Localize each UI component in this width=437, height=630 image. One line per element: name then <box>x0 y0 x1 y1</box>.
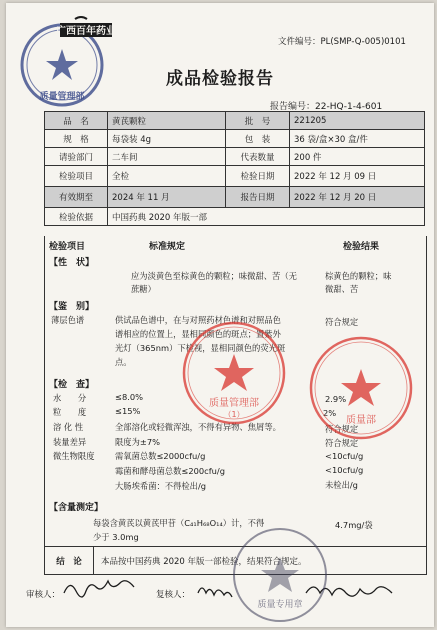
test-date-value: 2022 年 12 月 09 日 <box>290 166 425 187</box>
quality-special-stamp <box>228 523 332 623</box>
inspector-label: 审核人： <box>26 590 61 600</box>
item-label: 检验项目 <box>45 166 108 187</box>
dept-label: 请验部门 <box>45 148 108 166</box>
tlc-standard-line3: 光灯（365nm）下检视，显相同颜色的荧光斑 <box>115 343 286 353</box>
fill-item: 装量差异 <box>53 437 87 447</box>
micro-result-line2: <10cfu/g <box>325 465 364 475</box>
solubility-standard: 全部溶化或轻微浑浊，不得有异物、焦屑等。 <box>115 422 281 432</box>
quality-dept-stamp <box>179 318 289 428</box>
test-date-label: 检验日期 <box>226 166 290 187</box>
appearance-result-line2: 微甜、苦 <box>325 284 359 294</box>
special-stamp-bottom-text: 质量专用章 <box>257 600 303 610</box>
report-date-value: 2022 年 12 月 20 日 <box>290 187 425 208</box>
company-logo-seal <box>12 13 122 113</box>
micro-result-line1: <10cfu/g <box>325 451 364 461</box>
moisture-result: 2.9% <box>325 394 347 404</box>
report-sheet <box>6 3 434 627</box>
basis-label: 检验依据 <box>45 208 108 226</box>
item-value: 全检 <box>108 166 226 187</box>
quality-stamp-number: （1） <box>223 410 245 419</box>
logo-brand-text: 广西百年药业 <box>56 26 116 37</box>
section-assay: 【含量测定】 <box>49 503 104 513</box>
report-number: 报告编号：22-HQ-1-4-601 <box>270 102 383 112</box>
report-date-label: 报告日期 <box>226 187 290 208</box>
tlc-standard-line4: 点。 <box>115 357 132 367</box>
assay-standard-line2: 少于 3.0mg <box>93 532 139 542</box>
micro-item: 微生物限度 <box>53 451 95 461</box>
granularity-item: 粒 度 <box>53 407 87 417</box>
expiry-value: 2024 年 11 月 <box>108 187 226 208</box>
inspector-signature <box>62 577 142 601</box>
tlc-standard-line2: 谱相应的位置上，显相同颜色的斑点；置紫外 <box>115 329 281 339</box>
micro-standard-line3: 大肠埃希菌：不得检出/g <box>115 481 207 491</box>
page-title: 成品检验报告 <box>166 69 274 89</box>
appearance-standard-line1: 应为淡黄色至棕黄色的颗粒；味微甜、苦（无 <box>131 271 297 281</box>
appearance-result-line1: 棕黄色的颗粒；味 <box>325 271 392 281</box>
micro-standard-line2: 霉菌和酵母菌总数≤200cfu/g <box>115 466 225 476</box>
section-identification: 【鉴 别】 <box>49 302 95 312</box>
section-check: 【检 查】 <box>49 380 95 390</box>
assay-standard-line1: 每袋含黄芪以黄芪甲苷（C₄₁H₆₈O₁₄）计，不得 <box>93 518 265 528</box>
solubility-result: 符合规定 <box>325 424 359 434</box>
package-value: 36 袋/盒×30 盒/件 <box>290 130 425 148</box>
tlc-standard-line1: 供试品色谱中，在与对照药材色谱和对照品色 <box>115 315 281 325</box>
spec-value: 每袋装 4g <box>108 130 226 148</box>
section-appearance: 【性 状】 <box>49 258 95 268</box>
conclusion-text: 本品按中国药典 2020 年版一部检验，结果符合规定。 <box>101 557 307 567</box>
quality-stamp-bottom-text: 质量管理部 <box>209 398 259 409</box>
dept-value: 二车间 <box>108 148 226 166</box>
appearance-standard-line2: 蔗糖） <box>131 284 156 294</box>
tlc-item: 薄层色谱 <box>51 315 85 325</box>
fill-result: 符合规定 <box>325 438 359 448</box>
col-item-heading: 检验项目 <box>49 242 86 252</box>
basis-value: 中国药典 2020 年版一部 <box>108 208 425 226</box>
file-number: 文件编号：PL(SMP-Q-005)0101 <box>278 37 406 47</box>
batch-label: 批 号 <box>226 112 290 130</box>
moisture-standard: ≤8.0% <box>115 392 144 402</box>
moisture-item: 水 分 <box>53 393 87 403</box>
col-result-heading: 检验结果 <box>343 242 380 252</box>
reviewer-label: 复核人： <box>156 590 191 600</box>
sample-label: 代表数量 <box>226 148 290 166</box>
granularity-result: 2% <box>323 408 337 418</box>
fill-standard: 限度为±7% <box>115 437 161 447</box>
product-label: 品 名 <box>45 112 108 130</box>
solubility-item: 溶 化 性 <box>53 422 84 432</box>
micro-standard-line1: 需氧菌总数≤2000cfu/g <box>115 451 206 461</box>
expiry-label: 有效期至 <box>45 187 108 208</box>
col-standard-heading: 标准规定 <box>149 242 186 252</box>
package-label: 包 装 <box>226 130 290 148</box>
micro-result-line3: 未检出/g <box>325 480 358 490</box>
info-table <box>44 111 425 226</box>
tlc-result: 符合规定 <box>325 317 359 327</box>
product-value: 黄芪颗粒 <box>108 112 226 130</box>
distributor-quality-stamp <box>306 333 416 443</box>
conclusion-label: 结 论 <box>45 547 94 574</box>
assay-result: 4.7mg/袋 <box>335 520 373 530</box>
logo-seal-bottom-text: 质量管理部 <box>39 92 85 102</box>
distributor-stamp-bottom-text: 质量部 <box>346 415 376 426</box>
granularity-standard: ≤15% <box>115 406 141 416</box>
sample-value: 200 件 <box>290 148 425 166</box>
spec-label: 规 格 <box>45 130 108 148</box>
batch-value: 221205 <box>290 112 425 130</box>
